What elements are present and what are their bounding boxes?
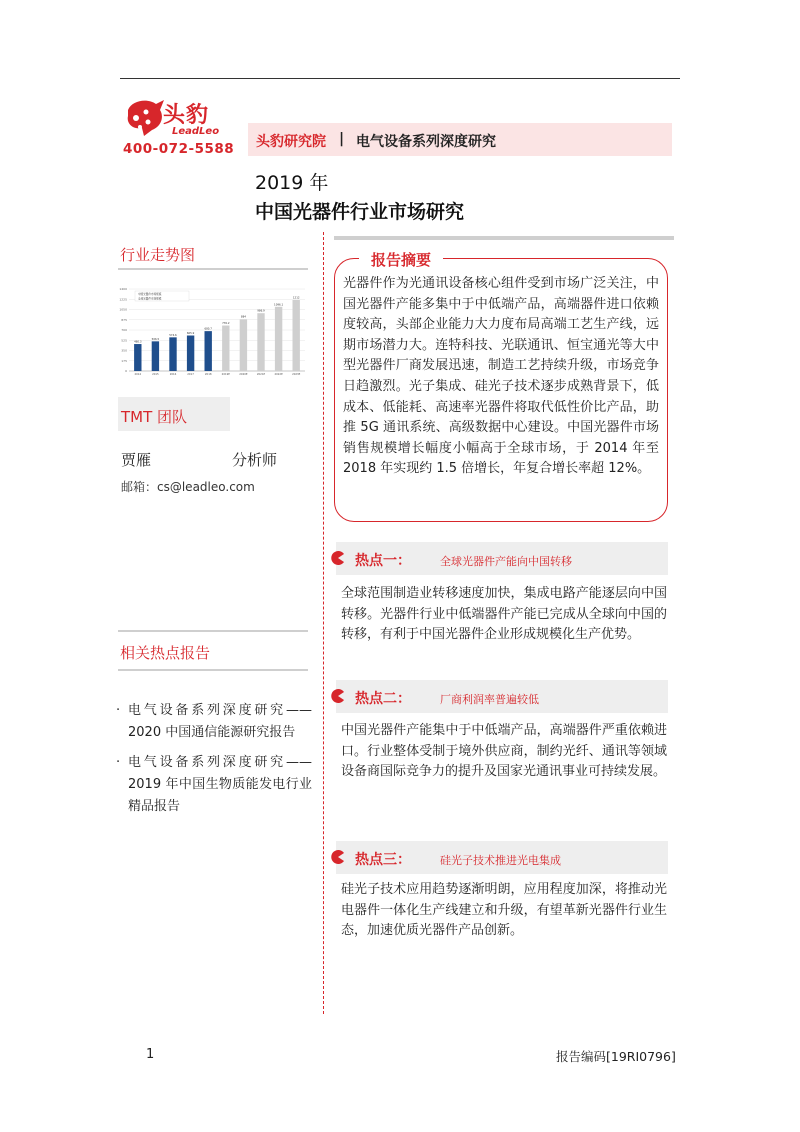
bullet-icon: · xyxy=(116,703,121,718)
brand-name-cn: 头豹 xyxy=(163,103,210,128)
chart-xtick-label: 2022E xyxy=(274,373,283,376)
related-top-divider xyxy=(118,630,308,632)
related-section-title: 相关热点报告 xyxy=(120,644,211,662)
chart-ytick-label: 1225 xyxy=(119,297,127,302)
chart-bar xyxy=(187,336,194,371)
summary-label: 报告摘要 xyxy=(359,249,443,270)
team-title: TMT 团队 xyxy=(121,408,188,426)
hotpoint-label: 热点一： xyxy=(355,553,411,569)
pie-marker-icon xyxy=(331,850,345,864)
chart-data-label: 884 xyxy=(240,315,246,319)
hotpoint-subtitle: 全球光器件产能向中国转移 xyxy=(440,555,572,568)
brand-name-en: LeadLeo xyxy=(172,126,220,137)
chart-xtick-label: 2014 xyxy=(134,373,142,376)
pie-marker-icon xyxy=(331,689,345,703)
chart-data-label: 1096.1 xyxy=(274,303,284,307)
column-divider xyxy=(323,232,324,1014)
summary-top-bar xyxy=(334,236,674,240)
summary-text: 光器件作为光通讯设备核心组件受到市场广泛关注，中国光器件产能多集中于中低端产品，高端器件进口依赖度较高，头部企业能力大力度布局高端工艺生产线，远期市场潜力大。连特科技、光联通讯、恒宝通光等大中型光器件厂商发展迅速，制造工艺持续升级，市场竞争日趋激烈。光子集成、硅光子技术逐步成熟背景下，低成本、低能耗、高速率光器件将取代低性价比产品，助推 5G 通讯系统、高级数据中心建设。中国光器件市场销售规模增长幅度小幅高于全球市场，于 2014 年至 2018 年实现约 1.5 倍增长，年复合增长率超 12%。 xyxy=(343,276,659,477)
chart-data-label: 1212 xyxy=(292,296,300,300)
chart-legend-entry: 中国光器件市场规模 xyxy=(138,293,162,296)
chart-bar xyxy=(169,337,176,371)
hotpoint-subtitle: 厂商利润率普遍较低 xyxy=(440,693,539,706)
chart-data-label: 605.9 xyxy=(186,332,195,336)
chart-ytick-label: 875 xyxy=(121,317,127,322)
chart-ytick-label: 525 xyxy=(121,338,127,343)
hotpoint-subtitle: 硅光子技术推进光电集成 xyxy=(440,854,561,867)
chart-data-label: 986.9 xyxy=(257,309,265,313)
top-rule xyxy=(120,78,680,79)
chart-xtick-label: 2016 xyxy=(169,373,177,376)
chart-bar xyxy=(134,344,141,371)
chart-bar xyxy=(205,331,212,371)
trend-divider xyxy=(118,268,308,270)
header-separator: | xyxy=(339,131,345,147)
chart-xtick-label: 2017 xyxy=(187,373,194,376)
trend-chart xyxy=(117,283,309,383)
report-code: 报告编码[19RI0796] xyxy=(556,1049,676,1064)
chart-xtick-label: 2015 xyxy=(152,373,159,376)
analyst-email[interactable]: 邮箱：cs@leadleo.com xyxy=(121,480,255,494)
chart-bars xyxy=(134,300,300,371)
chart-ytick-label: 1400 xyxy=(119,287,127,292)
institute-name: 头豹研究院 xyxy=(256,134,326,150)
chart-legend xyxy=(135,291,189,301)
related-report-link[interactable] xyxy=(116,752,312,818)
chart-ytick-label: 1050 xyxy=(119,307,127,312)
brand-phone: 400-072-5588 xyxy=(123,141,235,157)
chart-data-label: 680.7 xyxy=(204,327,212,331)
chart-xtick-label: 2019E xyxy=(221,373,230,376)
chart-ytick-label: 175 xyxy=(121,358,127,363)
page-number: 1 xyxy=(146,1047,155,1062)
chart-xtick-label: 2018 xyxy=(204,373,212,376)
related-report-title: 电气设备系列深度研究——2020 中国通信能源研究报告 xyxy=(128,703,312,740)
chart-ytick-label: 0 xyxy=(125,369,127,374)
hotpoint-label: 热点二： xyxy=(355,691,411,707)
analyst-role: 分析师 xyxy=(232,451,278,469)
hotpoint-text: 中国光器件产能集中于中低端产品，高端器件严重依赖进口。行业整体受制于境外供应商，制约光纤、通讯等领域设备商国际竞争力的提升及国家光通讯事业可持续发展。 xyxy=(341,723,667,780)
chart-bar xyxy=(240,319,247,371)
report-year: 2019 年 xyxy=(255,172,329,194)
chart-legend-entry: 全球光器件市场规模 xyxy=(138,297,162,301)
pie-marker-icon xyxy=(331,551,345,565)
chart-xtick-label: 2023E xyxy=(292,373,301,376)
related-divider xyxy=(118,669,308,671)
analyst-name: 贾雁 xyxy=(121,451,152,469)
chart-data-label: 776.2 xyxy=(222,322,230,326)
chart-xtick-label: 2020E xyxy=(239,373,248,376)
chart-data-label: 574.6 xyxy=(169,333,177,337)
chart-bar xyxy=(152,341,159,371)
hotpoint-text: 全球范围制造业转移速度加快，集成电路产能逐层向中国转移。光器件行业中低端器件产能已完成从全球向中国的转移，有利于中国光器件企业形成规模化生产优势。 xyxy=(341,586,667,643)
report-title: 中国光器件行业市场研究 xyxy=(255,201,465,223)
chart-bar xyxy=(293,300,300,371)
hotpoint-text: 硅光子技术应用趋势逐渐明朗，应用程度加深，将推动光电器件一体化生产线建立和升级，有望革新光器件行业生态，加速优质光器件产品创新。 xyxy=(341,882,667,939)
leopard-logo-icon xyxy=(122,96,166,138)
chart-bar xyxy=(257,313,264,371)
series-name: 电气设备系列深度研究 xyxy=(356,134,496,150)
chart-data-label: 460.3 xyxy=(134,340,142,344)
chart-bar xyxy=(222,326,229,371)
related-report-link[interactable] xyxy=(116,700,312,744)
hotpoint-label: 热点三： xyxy=(355,852,411,868)
chart-ytick-label: 350 xyxy=(121,348,127,353)
chart-ytick-label: 700 xyxy=(121,328,127,333)
trend-section-title: 行业走势图 xyxy=(120,246,196,264)
chart-bar xyxy=(275,307,282,371)
chart-xtick-label: 2021E xyxy=(256,373,266,376)
related-report-title: 电气设备系列深度研究——2019 年中国生物质能发电行业精品报告 xyxy=(128,755,312,814)
chart-data-label: 506.5 xyxy=(151,337,160,341)
bullet-icon: · xyxy=(116,755,121,770)
